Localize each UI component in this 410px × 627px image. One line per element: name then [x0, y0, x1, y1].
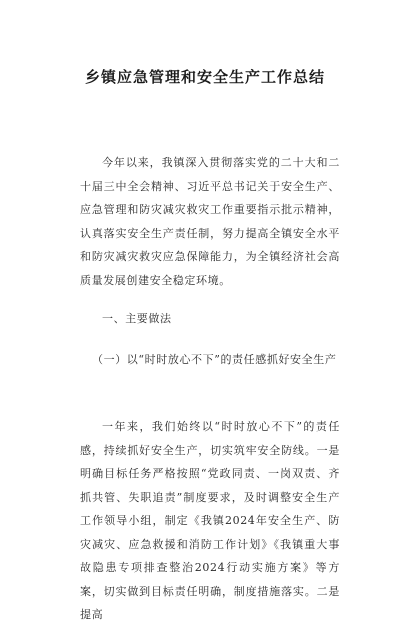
intro-paragraph: 今年以来，我镇深入贯彻落实党的二十大和二十届三中全会精神、习近平总书记关于安全生产、应急管理和防灾减灾救灾工作重要指示批示精神，认真落实安全生产责任制，努力提高全镇安全水平和防灾减灾救灾应急保障能力，为全镇经济社会高质量发展创建安全稳定环境。 [80, 156, 340, 287]
document-title: 乡镇应急管理和安全生产工作总结 [84, 68, 325, 86]
subsection-heading: （一）以“时时放心不下”的责任感抓好安全生产 [92, 353, 337, 366]
body-paragraph: 一年来，我们始终以“时时放心不下”的责任感，持续抓好安全生产，切实筑牢安全防线。一是明确目标任务严格按照“党政同责、一岗双责、齐抓共管、失职追责”制度要求，及时调整安全生产工作领导小组，制定《我镇2024年安全生产、防灾减灾、应急救援和消防工作计划》《我镇重大事故隐患专项排查整治2024行动实施方案》等方案，切实做到目标责任明确，制度措施落实。二是提高 [80, 420, 340, 621]
section-heading: 一、主要做法 [102, 312, 172, 325]
